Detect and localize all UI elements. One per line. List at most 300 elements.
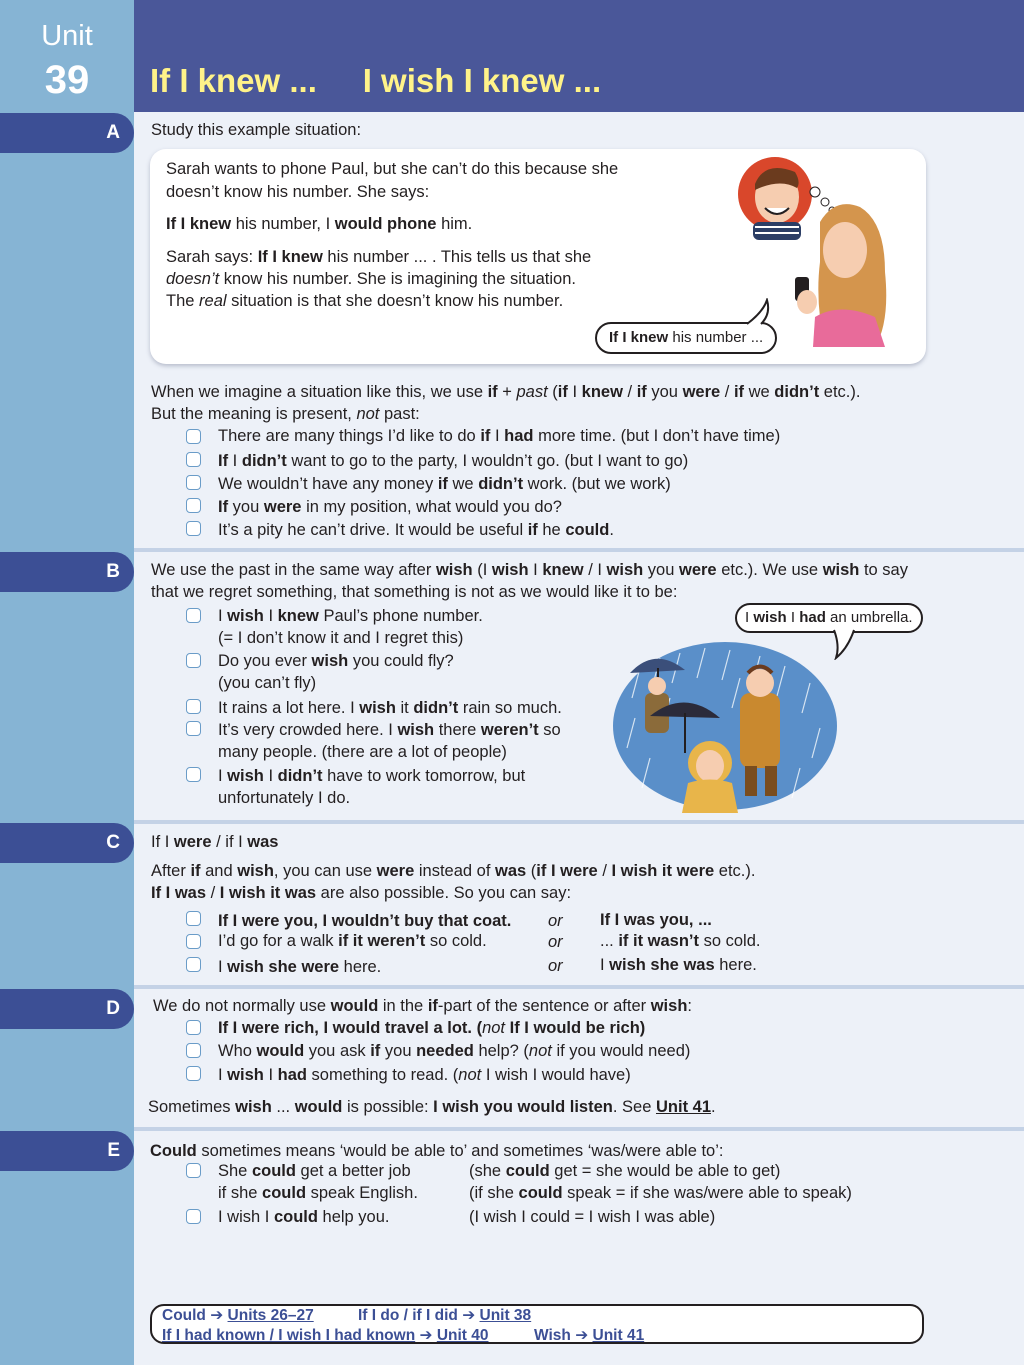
bold-text: Could — [150, 1142, 197, 1160]
woman-face — [696, 750, 724, 782]
example-b-2-note: (you can’t fly) — [218, 674, 317, 692]
arrow-right-icon: ➔ — [462, 1307, 476, 1324]
section-a-explain-2 — [151, 404, 420, 424]
example-e-1b-left — [218, 1183, 418, 1203]
text: speak = if she was/were able to speak) — [562, 1184, 852, 1202]
checkbox-bullet-icon — [186, 653, 201, 668]
bold-text: if it weren’t — [338, 932, 426, 950]
section-b-line-1 — [151, 560, 908, 580]
example-c-3-left — [218, 957, 381, 977]
text: get a better job — [295, 1162, 411, 1180]
bold-text: if — [733, 383, 745, 401]
bold-text: could — [505, 1162, 550, 1180]
bold-text: wish — [227, 1066, 264, 1084]
checkbox-bullet-icon — [186, 767, 201, 782]
bold-text: wish — [227, 767, 264, 785]
crossref-if-i-do[interactable] — [358, 1307, 531, 1325]
text: him. — [436, 215, 473, 233]
text: you ask — [304, 1042, 371, 1060]
crossref-label: If I had known / I wish I had known — [162, 1327, 416, 1344]
example-b-5 — [218, 766, 525, 786]
section-tab-e — [0, 1131, 134, 1171]
text: work. (but we work) — [523, 475, 671, 493]
text: etc.). We use — [716, 561, 823, 579]
example-a-4 — [218, 497, 562, 517]
text: something to read. ( — [306, 1066, 459, 1084]
bold-text: if — [636, 383, 647, 401]
bold-text: wish — [822, 561, 860, 579]
bold-text: could — [565, 521, 610, 539]
box-line-2: doesn’t know his number. She says: — [166, 183, 430, 201]
example-c-3-right — [600, 955, 757, 975]
example-c-2-right — [600, 931, 760, 951]
section-b-line-2: that we regret something, that something is not as we would like it to be: — [151, 583, 678, 601]
text: . See — [612, 1098, 656, 1116]
bold-text: needed — [416, 1042, 474, 1060]
section-letter-d: D — [106, 998, 120, 1019]
text: ... — [271, 1098, 295, 1116]
example-b-5-note: unfortunately I do. — [218, 789, 351, 807]
text: I wish I — [218, 1208, 274, 1226]
text: situation is that she doesn’t know his number. — [226, 292, 564, 310]
man-head — [648, 677, 666, 695]
section-a-explain-1 — [151, 382, 860, 402]
bold-text: wish — [227, 607, 264, 625]
bold-text: didn’t — [413, 699, 459, 717]
crossref-link[interactable]: Units 26–27 — [227, 1307, 314, 1324]
bold-text: wish — [650, 997, 688, 1015]
section-d-line-1 — [153, 996, 692, 1016]
bold-text: if — [487, 383, 498, 401]
text: We do not normally use — [153, 997, 331, 1015]
example-d-1 — [218, 1018, 645, 1038]
italic-text: not — [458, 1066, 482, 1084]
section-tab-a — [0, 113, 134, 153]
text: past: — [379, 405, 420, 423]
crossref-if-i-had-known[interactable] — [162, 1327, 489, 1345]
bold-text: was — [247, 833, 279, 851]
bold-text: were — [173, 833, 212, 851]
crossref-wish[interactable] — [534, 1327, 644, 1345]
italic-text: past — [516, 383, 548, 401]
section-d-line-2 — [148, 1097, 716, 1117]
text: There are many things I’d like to do — [218, 427, 481, 445]
example-b-1 — [218, 606, 483, 626]
crossref-label: Could — [162, 1307, 206, 1324]
text: more time. (but I don’t have time) — [533, 427, 781, 445]
bold-text: If I knew — [609, 329, 669, 346]
speech-bubble-umbrella — [735, 603, 923, 633]
text: I — [490, 427, 505, 445]
bold-text: knew — [277, 607, 319, 625]
bold-text: wish — [359, 699, 396, 717]
section-tab-d — [0, 989, 134, 1029]
text: ( — [547, 383, 558, 401]
section-divider — [134, 1127, 1024, 1131]
text: get = she would be able to get) — [549, 1162, 781, 1180]
text: have to work tomorrow, but — [322, 767, 526, 785]
bold-text: I wish you would listen — [433, 1098, 613, 1116]
bold-text: If I was — [151, 884, 207, 902]
bold-text: would phone — [334, 215, 437, 233]
example-a-3 — [218, 474, 671, 494]
box-line-says — [166, 247, 591, 267]
text: I — [218, 607, 228, 625]
crossref-link[interactable]: Unit 38 — [479, 1307, 532, 1324]
bold-text: if — [527, 521, 538, 539]
text: I — [218, 958, 228, 976]
text: When we imagine a situation like this, we use — [151, 383, 488, 401]
text: sometimes means ‘would be able to’ and sometimes ‘was/were able to’: — [196, 1142, 724, 1160]
text: She — [218, 1162, 252, 1180]
bold-text: didn’t — [478, 475, 524, 493]
bold-text: would — [294, 1098, 343, 1116]
bold-text: wish — [311, 652, 349, 670]
section-c-heading — [151, 832, 278, 852]
bold-text: If I would be rich) — [509, 1019, 646, 1037]
checkbox-bullet-icon — [186, 475, 201, 490]
checkbox-bullet-icon — [186, 429, 201, 444]
bold-text: if — [370, 1042, 381, 1060]
text: We wouldn’t have any money — [218, 475, 438, 493]
bold-text: I wish it was — [219, 884, 317, 902]
text: and — [200, 862, 238, 880]
bold-text: could — [251, 1162, 296, 1180]
text: I — [263, 607, 278, 625]
paul-shirt — [753, 222, 801, 240]
section-letter-a: A — [106, 122, 120, 143]
text: It rains a lot here. I — [218, 699, 360, 717]
section-letter-b: B — [106, 561, 120, 582]
checkbox-bullet-icon — [186, 452, 201, 467]
bold-text: would — [330, 997, 379, 1015]
text: It’s very crowded here. I — [218, 721, 398, 739]
text: I — [786, 609, 800, 626]
text: : — [687, 997, 692, 1015]
bold-text: was — [495, 862, 527, 880]
box-line-1: Sarah wants to phone Paul, but she can’t do this because she — [166, 160, 619, 178]
text: / I — [583, 561, 607, 579]
bold-text: were — [679, 561, 717, 579]
checkbox-bullet-icon — [186, 608, 201, 623]
bold-text: wish she were — [227, 958, 340, 976]
text: so — [538, 721, 561, 739]
example-d-3 — [218, 1065, 631, 1085]
section-letter-e: E — [107, 1140, 120, 1161]
bold-text: if — [557, 383, 568, 401]
bold-text: wish — [237, 862, 274, 880]
crossref-label: Wish — [534, 1327, 571, 1344]
wet-man-leg — [765, 766, 777, 796]
arrow-right-icon: ➔ — [210, 1307, 224, 1324]
crossref-link[interactable]: Unit 40 — [436, 1327, 489, 1344]
text: Sometimes — [148, 1098, 236, 1116]
text: so cold. — [425, 932, 487, 950]
example-c-1-left: If I were you, I wouldn’t buy that coat. — [218, 912, 512, 930]
text: I — [528, 561, 543, 579]
bold-text: if I were — [536, 862, 598, 880]
example-a-2 — [218, 451, 688, 471]
bold-text: wish — [397, 721, 435, 739]
bold-text: were — [263, 498, 302, 516]
bold-text: if — [190, 862, 201, 880]
bold-text: If I were rich, I would travel a lot. — [218, 1019, 472, 1037]
italic-text: real — [199, 292, 227, 310]
bold-text: If — [218, 452, 229, 470]
section-divider — [134, 985, 1024, 989]
text: + — [497, 383, 517, 401]
bold-text: had — [277, 1066, 307, 1084]
bold-text: had — [799, 609, 826, 626]
arrow-right-icon: ➔ — [575, 1327, 589, 1344]
example-c-2-left — [218, 931, 487, 951]
example-d-2 — [218, 1041, 690, 1061]
unit-number: 39 — [44, 58, 90, 102]
text: We use the past in the same way after — [151, 561, 436, 579]
text: . — [609, 521, 614, 539]
sarah-hand — [797, 290, 817, 314]
text: I wish I would have) — [481, 1066, 631, 1084]
bold-text: If — [218, 498, 229, 516]
bold-text: wish — [753, 609, 787, 626]
arrow-right-icon: ➔ — [419, 1327, 433, 1344]
bold-text: didn’t — [774, 383, 820, 401]
text: / — [720, 383, 734, 401]
example-a-1 — [218, 426, 780, 446]
speech-bubble-tail — [745, 298, 775, 326]
checkbox-bullet-icon — [186, 721, 201, 736]
bold-text: If I knew — [257, 248, 323, 266]
checkbox-bullet-icon — [186, 1043, 201, 1058]
bold-text: could — [273, 1208, 318, 1226]
italic-text: not — [356, 405, 380, 423]
example-a-5 — [218, 520, 614, 540]
text: I — [745, 609, 754, 626]
crossref-link[interactable]: Unit 41 — [592, 1327, 645, 1344]
text: Do you ever — [218, 652, 312, 670]
text: his number ... . This tells us that she — [322, 248, 592, 266]
text: After — [151, 862, 191, 880]
text: / — [622, 383, 637, 401]
bold-text: could — [518, 1184, 563, 1202]
text: so cold. — [699, 932, 761, 950]
section-a-intro: Study this example situation: — [151, 121, 362, 139]
bold-text: knew — [542, 561, 584, 579]
text: you — [228, 498, 264, 516]
checkbox-bullet-icon — [186, 1163, 201, 1178]
rain-illustration — [610, 638, 840, 813]
example-e-1-right — [469, 1161, 780, 1181]
text: etc.). — [819, 383, 861, 401]
text: I — [600, 956, 610, 974]
checkbox-bullet-icon — [186, 699, 201, 714]
text: ( — [526, 862, 537, 880]
section-e-line-1 — [150, 1141, 723, 1161]
text: I — [228, 452, 242, 470]
section-tab-c — [0, 823, 134, 863]
text: in the — [378, 997, 428, 1015]
unit-badge — [0, 0, 134, 112]
text: -part of the sentence or after — [437, 997, 651, 1015]
thought-dot-1 — [810, 187, 820, 197]
box-line-real — [166, 291, 563, 311]
section-divider — [134, 548, 1024, 552]
example-e-1-left — [218, 1161, 411, 1181]
text: I’d go for a walk — [218, 932, 339, 950]
bold-text: If I knew — [166, 215, 232, 233]
text: help you. — [317, 1208, 390, 1226]
speech-bubble-sarah — [595, 322, 777, 354]
or-label: or — [548, 912, 563, 930]
text: rain so much. — [458, 699, 562, 717]
bold-text: would — [256, 1042, 305, 1060]
text: instead of — [414, 862, 495, 880]
checkbox-bullet-icon — [186, 1020, 201, 1035]
bold-text: wish — [235, 1098, 272, 1116]
text: / — [206, 884, 220, 902]
bold-text: ( — [471, 1019, 483, 1037]
crossref-label: If I do / if I did — [358, 1307, 458, 1324]
text: But the meaning is present, — [151, 405, 357, 423]
wet-man-coat — [740, 693, 780, 768]
italic-text: not — [528, 1042, 552, 1060]
text: / — [597, 862, 612, 880]
bold-text: wish — [606, 561, 644, 579]
text: you — [646, 383, 683, 401]
bold-text: if — [480, 427, 491, 445]
text: , you can use — [273, 862, 377, 880]
thought-dot-2 — [821, 198, 829, 206]
unit-word: Unit — [41, 20, 93, 52]
example-b-3 — [218, 698, 562, 718]
text: there — [434, 721, 481, 739]
text: / if I — [211, 833, 248, 851]
text: his number, I — [231, 215, 335, 233]
bold-text: weren’t — [480, 721, 539, 739]
checkbox-bullet-icon — [186, 521, 201, 536]
example-c-1-right: If I was you, ... — [600, 911, 712, 929]
text: Paul’s phone number. — [318, 607, 483, 625]
checkbox-bullet-icon — [186, 1066, 201, 1081]
text: an umbrella. — [825, 609, 913, 626]
example-e-1b-right — [469, 1183, 852, 1203]
bold-text: had — [504, 427, 534, 445]
checkbox-bullet-icon — [186, 934, 201, 949]
bold-text: wish she was — [609, 956, 715, 974]
text: I — [263, 1066, 278, 1084]
bold-text: if — [437, 475, 448, 493]
box-example-sentence — [166, 214, 472, 234]
bold-text: knew — [581, 383, 623, 401]
text: if she — [218, 1184, 263, 1202]
tail-shape — [747, 300, 768, 324]
section-letter-c: C — [106, 832, 120, 853]
text: if you would need) — [551, 1042, 691, 1060]
text: to say — [859, 561, 908, 579]
text: in my position, what would you do? — [301, 498, 562, 516]
text: are also possible. So you can say: — [316, 884, 572, 902]
text: he — [537, 521, 566, 539]
bold-text: were — [682, 383, 721, 401]
text: you could fly? — [348, 652, 454, 670]
text: here. — [339, 958, 382, 976]
section-c-line-1 — [151, 861, 755, 881]
example-e-2-left — [218, 1207, 390, 1227]
example-b-1-note: (= I don’t know it and I regret this) — [218, 629, 464, 647]
text: want to go to the party, I wouldn’t go. (but I want to go) — [286, 452, 689, 470]
bold-text: I wish it were — [611, 862, 715, 880]
text: help? ( — [473, 1042, 529, 1060]
example-b-4 — [218, 720, 561, 740]
text: (if she — [469, 1184, 519, 1202]
text: (she — [469, 1162, 506, 1180]
text: If I — [151, 833, 174, 851]
crossref-could[interactable] — [162, 1307, 314, 1325]
text: ... — [600, 932, 619, 950]
section-divider — [134, 820, 1024, 824]
text: Who — [218, 1042, 257, 1060]
text: here. — [714, 956, 757, 974]
bold-text: could — [262, 1184, 307, 1202]
page-title: If I knew ... I wish I knew ... — [150, 62, 602, 99]
text: you — [380, 1042, 417, 1060]
text: we — [447, 475, 479, 493]
text: I — [218, 767, 228, 785]
text: The — [166, 292, 200, 310]
text: is possible: — [342, 1098, 434, 1116]
text: etc.). — [714, 862, 756, 880]
text: (I — [472, 561, 492, 579]
or-label: or — [548, 933, 563, 951]
checkbox-bullet-icon — [186, 957, 201, 972]
text: . — [711, 1098, 716, 1116]
text: we — [744, 383, 775, 401]
bold-text: if — [427, 997, 438, 1015]
checkbox-bullet-icon — [186, 1209, 201, 1224]
checkbox-bullet-icon — [186, 498, 201, 513]
text: it — [395, 699, 414, 717]
text: I — [567, 383, 582, 401]
section-c-line-2 — [151, 883, 571, 903]
checkbox-bullet-icon — [186, 911, 201, 926]
bold-text: were — [376, 862, 415, 880]
example-b-4-note: many people. (there are a lot of people) — [218, 743, 507, 761]
text: I — [263, 767, 278, 785]
box-line-doesnt — [166, 269, 576, 289]
woman-coat — [682, 780, 738, 814]
or-label: or — [548, 957, 563, 975]
sarah-face — [823, 222, 867, 278]
unit-41-link[interactable]: Unit 41 — [655, 1098, 711, 1116]
italic-text: not — [482, 1019, 506, 1037]
bold-text: didn’t — [277, 767, 323, 785]
italic-text: doesn’t — [166, 270, 220, 288]
text: know his number. She is imagining the situation. — [219, 270, 576, 288]
text: Sarah says: — [166, 248, 258, 266]
text: speak English. — [306, 1184, 418, 1202]
wet-man-leg — [745, 766, 757, 796]
bold-text: didn’t — [241, 452, 287, 470]
bold-text: if it wasn’t — [618, 932, 700, 950]
text: I — [218, 1066, 228, 1084]
text: his number ... — [668, 329, 764, 346]
section-tab-b — [0, 552, 134, 592]
text: It’s a pity he can’t drive. It would be useful — [218, 521, 528, 539]
bold-text: wish — [435, 561, 473, 579]
example-e-2-right: (I wish I could = I wish I was able) — [469, 1208, 716, 1226]
text: you — [643, 561, 679, 579]
example-b-2 — [218, 651, 454, 671]
